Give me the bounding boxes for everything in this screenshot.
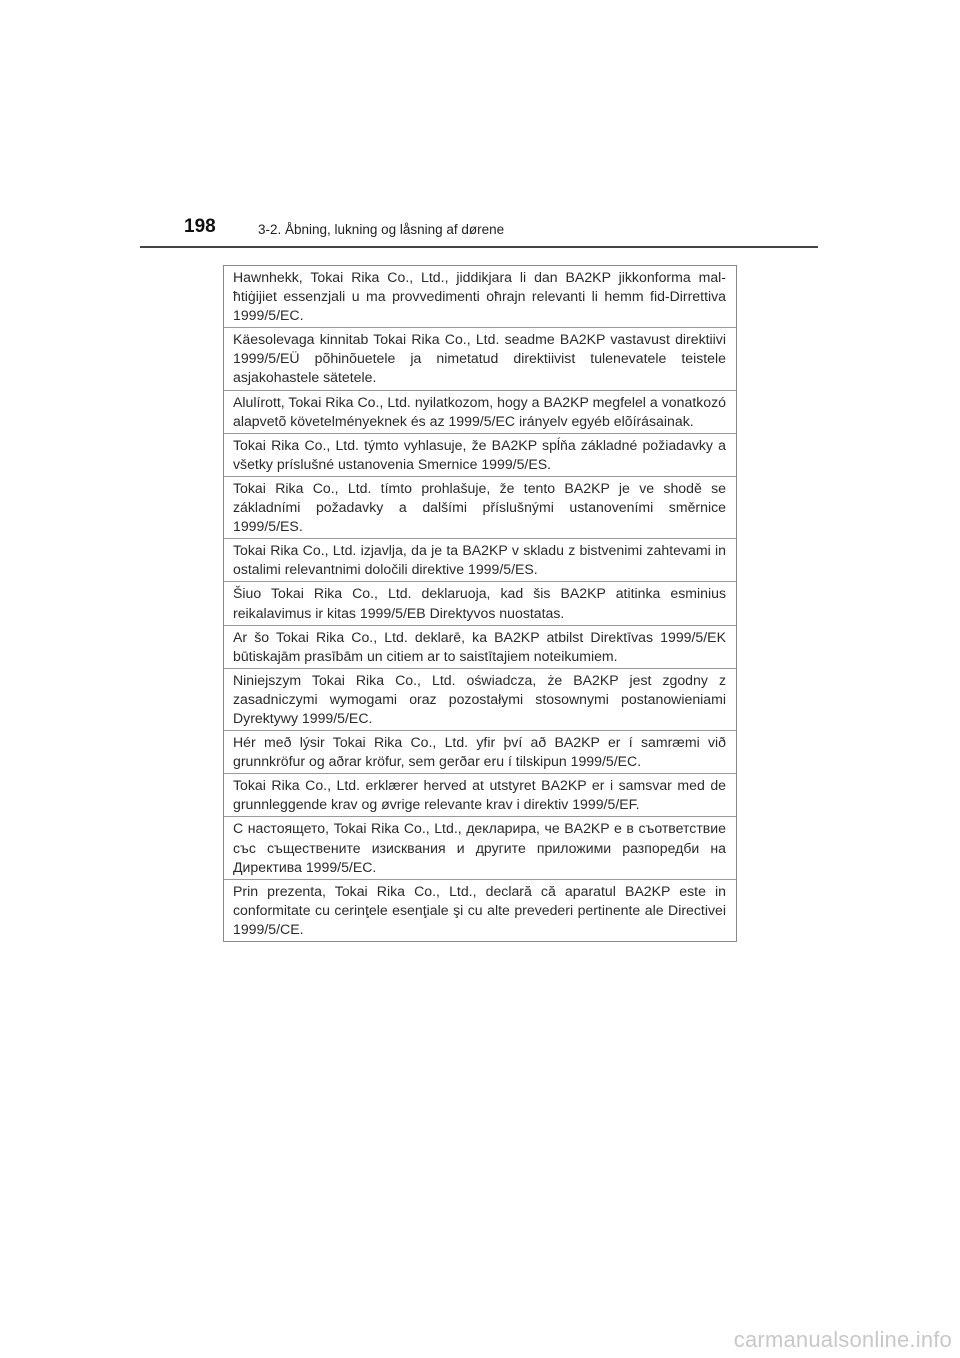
page-header: [140, 212, 818, 248]
declaration-romanian: Prin prezenta, Tokai Rika Co., Ltd., declară că aparatul BA2KP este in conformitate cu cerinţele esenţiale şi cu alte prevederi pertinente ale Directivei 1999/5/CE.: [224, 879, 736, 941]
section-title: 3-2. Åbning, lukning og låsning af dørene: [258, 222, 505, 237]
declaration-estonian: Käesolevaga kinnitab Tokai Rika Co., Ltd. seadme BA2KP vastavust direktiivi 1999/5/EÜ põhinõuetele ja nimetatud direktiivist tulenevatele teistele asjakohastele sätetele.: [224, 327, 736, 389]
declaration-hungarian: Alulírott, Tokai Rika Co., Ltd. nyilatkozom, hogy a BA2KP megfelel a vonatkozó alapvetõ követelményeknek és az 1999/5/EC irányelv egyéb elõírásainak.: [224, 390, 736, 433]
declaration-czech: Tokai Rika Co., Ltd. tímto prohlašuje, že tento BA2KP je ve shodě se základními požadavky a dalšími příslušnými ustanoveními směrnice 1999/5/ES.: [224, 476, 736, 538]
declaration-latvian: Ar šo Tokai Rika Co., Ltd. deklarē, ka BA2KP atbilst Direktīvas 1999/5/EK būtiskajām prasībām un citiem ar to saistītajiem noteikumiem.: [224, 625, 736, 668]
declarations-table: [223, 265, 737, 942]
declaration-slovak: Tokai Rika Co., Ltd. týmto vyhlasuje, že BA2KP spĺňa základné požiadavky a všetky príslušné ustanovenia Smernice 1999/5/ES.: [224, 433, 736, 476]
declaration-icelandic: Hér með lýsir Tokai Rika Co., Ltd. yfir því að BA2KP er í samræmi við grunnkröfur og aðrar kröfur, sem gerðar eru í tilskipun 1999/5/EC.: [224, 730, 736, 773]
declaration-norwegian: Tokai Rika Co., Ltd. erklærer herved at utstyret BA2KP er i samsvar med de grunnleggende krav og øvrige relevante krav i direktiv 1999/5/EF.: [224, 773, 736, 816]
declaration-slovenian: Tokai Rika Co., Ltd. izjavlja, da je ta BA2KP v skladu z bistvenimi zahtevami in ostalimi relevantnimi določili direktive 1999/5/ES.: [224, 538, 736, 581]
declaration-lithuanian: Šiuo Tokai Rika Co., Ltd. deklaruoja, kad šis BA2KP atitinka esminius reikalavimus ir kitas 1999/5/EB Direktyvos nuostatas.: [224, 581, 736, 624]
declaration-maltese: Hawnhekk, Tokai Rika Co., Ltd., jiddikjara li dan BA2KP jikkonforma mal-ħtiġijiet essenzjali u ma provvedimenti oħrajn relevanti li hemm fid-Dirrettiva 1999/5/EC.: [233, 269, 726, 324]
declaration-polish: Niniejszym Tokai Rika Co., Ltd. oświadcza, że BA2KP jest zgodny z zasadniczymi wymogami oraz pozostałymi stosownymi postanowieniami Dyrektywy 1999/5/EC.: [224, 668, 736, 730]
watermark-text: carmanualsonline.info: [733, 1327, 952, 1352]
page-number: 198: [184, 216, 216, 237]
declaration-bulgarian: С настоящето, Tokai Rika Co., Ltd., декларира, че BA2KP е в съответствие със съществените изисквания и другите приложими разпоредби на Директива 1999/5/ЕС.: [224, 816, 736, 878]
